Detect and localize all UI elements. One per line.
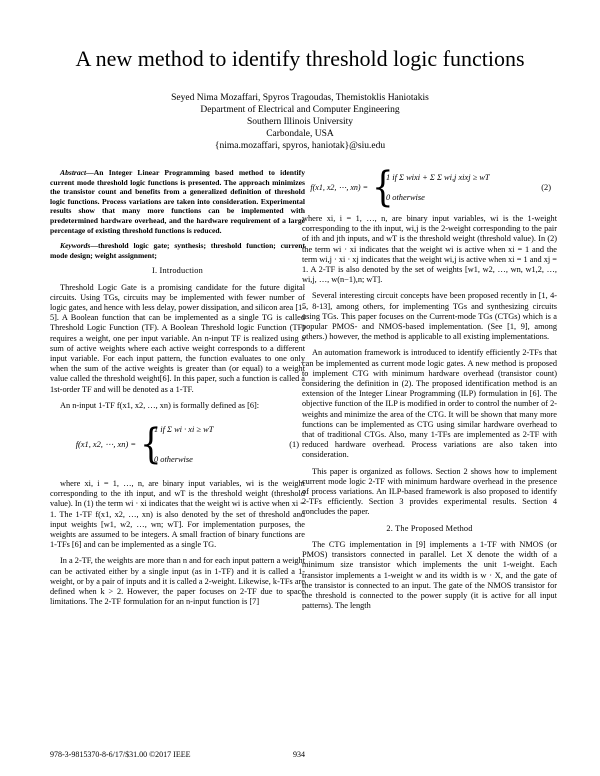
intro-paragraph-4: In a 2-TF, the weights are more than n and for each input pattern a weight can be activated either by a single input (as in 1-TF) and it is called a 1-weight, or by a pair of inputs and it is called a 2-weight. Likewise, k-TFs are defined when k > 2. However, the paper focuses on 2-TF due to space limitations. The 2-TF formulation for an n-input function is [7] <box>50 556 305 607</box>
equation-2-number: (2) <box>541 182 551 192</box>
author-department: Department of Electrical and Computer Engineering <box>200 105 400 115</box>
author-email: {nima.mozaffari, spyros, haniotak}@siu.edu <box>214 141 386 151</box>
abstract-text: —An Integer Linear Programming based method to identify current mode threshold logic functions is presented. The approach minimizes the transistor count and benefits from a generalized definition of threshold logic functions. Process variations are taken into consideration. Experimental results show that many more functions can be implemented with predetermined hardware overhead, and the hardware requirement of a large percentage of existing threshold functions is reduced. <box>50 168 305 235</box>
author-block <box>0 92 600 152</box>
right-paragraph-2: Several interesting circuit concepts have been proposed recently in [1, 4-5, 8-13], among others, for implementing TGs and synthesizing circuits using TGs. This paper focuses on the Current-mode TGs (CTGs) which is a popular PMOS- and NMOS-based implementation. (See [1, 9], among others.) however, the method is applicable to all existing implementations. <box>302 291 557 342</box>
equation-1-brace: { <box>140 420 162 469</box>
footer-isbn: 978-3-9815370-8-6/17/$31.00 ©2017 IEEE <box>50 750 191 759</box>
right-paragraph-3: An automation framework is introduced to identify efficiently 2-TFs that can be implemented as current mode logic gates. A new method is proposed to implement CTG with minimum hardware overhead (transistor count) considering the definition in (2). The proposed identification method is an extension of the Integer Linear Programming (ILP) formulation in [6]. The objective function of the ILP is modified in order to control the number of 2-weights and minimize the area of the CTG. It will be shown that many more functions can be implemented as CTG using similar hardware overhead to that of traditional CTGs. Also, many 1-TFs are implemented as 2-TF with reduced hardware overhead. Process variations are also taken into consideration. <box>302 348 557 460</box>
equation-1-lhs: f(x1, x2, ⋯, xn) = <box>75 439 136 449</box>
equation-2 <box>302 164 557 212</box>
right-paragraph-1: where xi, i = 1, …, n, are binary input variables, wi is the 1-weight corresponding to the ith input, wi,j is the 2-weight corresponding to the pair of ith and jth inputs, and wT is the threshold weight (threshold value). In (2) the term wi · xi indicates that the weight wi is active when xi = 1 and the term wi,j · xi · xj indicates that the weight wi,j is active when xi = 1 and xj = 1. A 2-TF is also denoted by the set of weights [w1, w2, …, wn, w1,2, …, wi,j, …, w(n−1),n; wT]. <box>302 214 557 285</box>
section-heading-proposed-method: 2. The Proposed Method <box>386 523 473 533</box>
abstract-label: Abstract <box>60 168 87 177</box>
equation-1 <box>50 417 305 473</box>
equation-1-case-2: 0 otherwise <box>154 454 193 464</box>
paper-title: A new method to identify threshold logic functions <box>75 46 525 71</box>
keywords-label: Keywords <box>60 241 91 251</box>
keywords-text: —threshold logic gate; synthesis; threshold function; current mode design; weight assignment; <box>50 241 305 260</box>
equation-2-case-2: 0 otherwise <box>386 192 425 202</box>
intro-paragraph-2: An n-input 1-TF f(x1, x2, …, xn) is formally defined as [6]: <box>60 400 260 410</box>
page-number: 934 <box>293 750 305 759</box>
equation-2-brace: { <box>372 164 394 212</box>
section-heading-introduction: I. Introduction <box>152 266 203 276</box>
author-names: Seyed Nima Mozaffari, Spyros Tragoudas, Themistoklis Haniotakis <box>171 93 429 103</box>
equation-1-number: (1) <box>289 439 299 449</box>
right-paragraph-4: This paper is organized as follows. Section 2 shows how to implement current mode logic 2-TF with minimum hardware overhead in the presence of process variations. An ILP-based framework is also proposed to identify 2-TFs efficiently. Section 3 provides experimental results. Section 4 concludes the paper. <box>302 466 557 517</box>
intro-paragraph-3: where xi, i = 1, …, n, are binary input variables, wi is the weight corresponding to the ith input, and wT is the threshold weight (threshold value). In (1) the term wi · xi indicates that the weight wi is active when xi = 1. The 1-TF f(x1, x2, …, xn) is also denoted by the set of threshold and input weights [w1, w2, …, wn; wT]. For implementation purposes, the weights are assumed to be integers. A small fraction of binary functions are 1-TFs [6] and can be implemented as a single TG. <box>50 478 305 550</box>
left-column <box>50 168 305 613</box>
equation-2-case-1: 1 if Σ wixi + Σ Σ wi,j xixj ≥ wT <box>386 173 490 182</box>
equation-2-lhs: f(x1, x2, ⋯, xn) = <box>310 182 368 192</box>
equation-1-case-1: 1 if Σ wi · xi ≥ wT <box>154 424 214 434</box>
right-paragraph-5: The CTG implementation in [9] implements a 1-TF with NMOS (or PMOS) transistors connected in parallel. Let X denote the width of a minimum size transistor which implements the unit 1-weight. Each transistor implements a 1-weight w and its width is w · X, and the gate of the transistor is connected to an input. The gate of the NMOS transistor for the threshold is connected to the power supply (it is active for all input patterns). The length <box>302 539 557 611</box>
equation-2-cases <box>382 173 490 203</box>
author-university: Southern Illinois University <box>246 117 354 127</box>
right-column <box>302 164 557 617</box>
author-city: Carbondale, USA <box>266 129 334 139</box>
keywords <box>50 241 305 260</box>
abstract <box>50 168 305 235</box>
intro-paragraph-1: Threshold Logic Gate is a promising candidate for the future digital circuits. Using TGs, circuits may be implemented with fewer number of logic gates, and hence with less delay, power dissipation, and silicon area [1-5]. A Boolean function that can be implemented as a single TG is called Threshold Logic Function (TF). A Boolean Threshold logic Function (TF) requires a weight, one per input variable. An n-input TF is realized using a sum of active weights where each active weight corresponds to a different input variable. For each input pattern, the function evaluates to one only when the sum of the active weights is greater than (or equal) to a weight value called the threshold weight[6]. In this paper, such a function is called a 1st-order TF and will be denoted as a 1-TF. <box>50 282 305 394</box>
